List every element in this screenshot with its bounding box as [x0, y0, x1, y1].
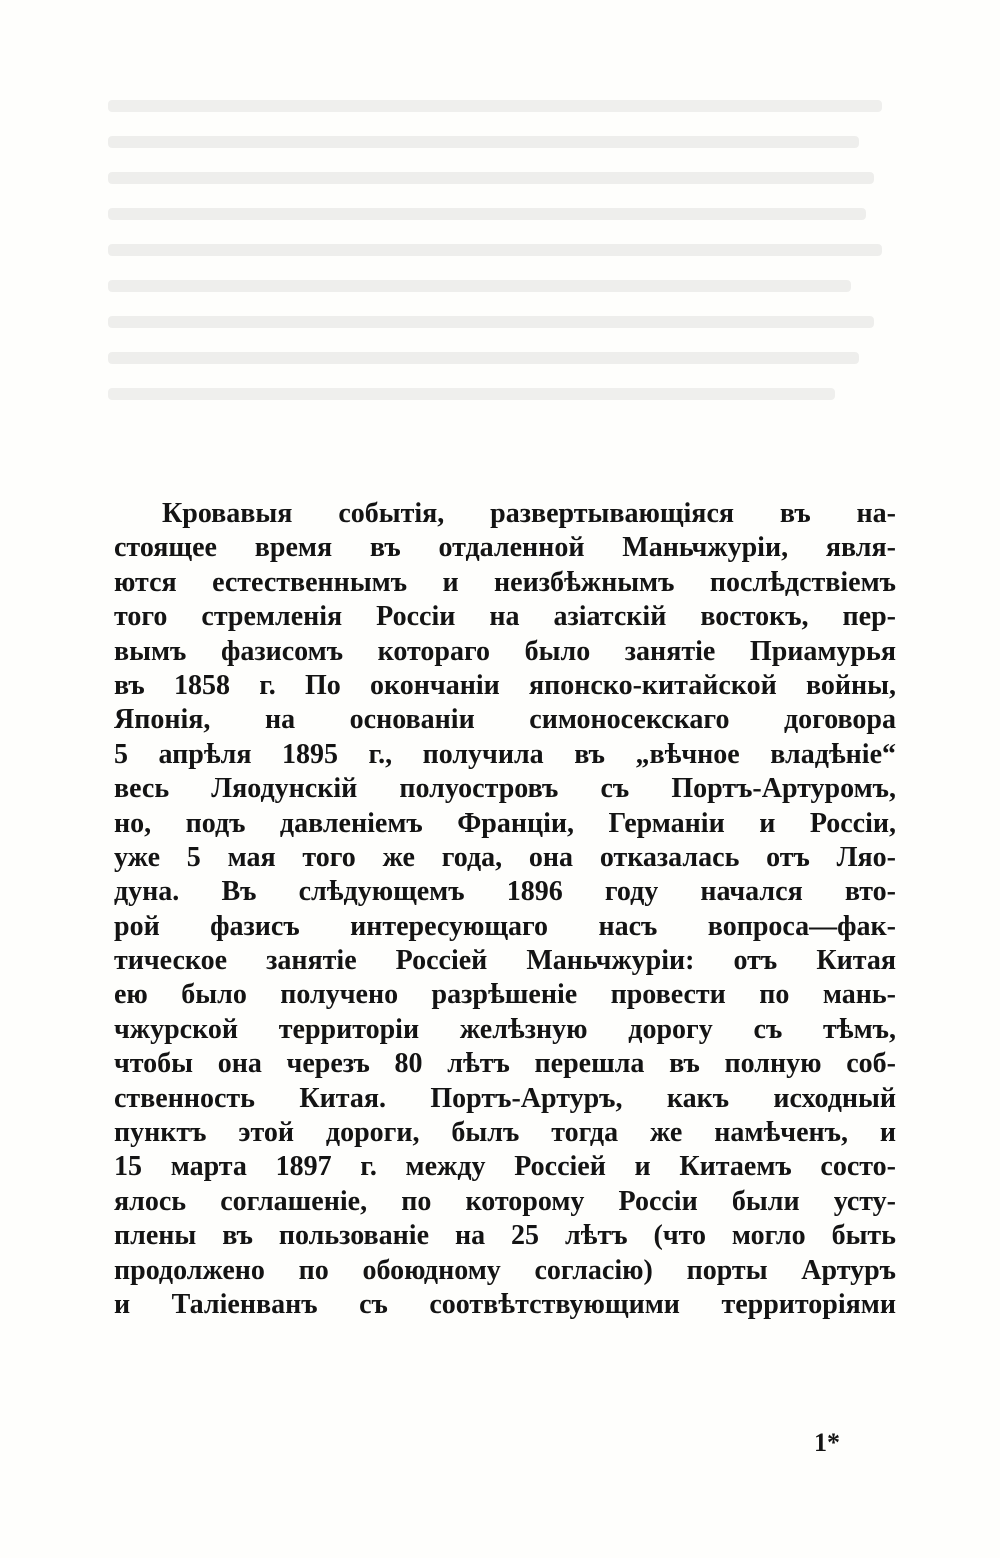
text-line: стоящее время въ отдаленной Маньчжуріи, явля-	[114, 532, 896, 564]
text-line: Кровавыя событія, развертывающіяся въ на-	[162, 498, 896, 529]
text-line: уже 5 мая того же года, она отказалась отъ Ляо-	[114, 841, 896, 873]
text-line: плены въ пользованіе на 25 лѣтъ (что могло быть	[114, 1220, 896, 1252]
text-line: пунктъ этой дороги, былъ тогда же намѣченъ, и	[114, 1117, 896, 1149]
text-line: 5 апрѣля 1895 г., получила въ „вѣчное владѣніе“	[114, 738, 896, 770]
text-line: чжурской территоріи желѣзную дорогу съ тѣмъ,	[114, 1013, 896, 1045]
text-line: вымъ фазисомъ котораго было занятіе Приамурья	[114, 635, 896, 667]
text-line: дуна. Въ слѣдующемъ 1896 году начался вто-	[114, 876, 896, 908]
text-line: и Таліенванъ съ соотвѣтствующими территоріями	[114, 1288, 896, 1320]
page-number: 1*	[814, 1428, 840, 1457]
text-line: ею было получено разрѣшеніе провести по мань-	[114, 979, 896, 1011]
text-line: въ 1858 г. По окончаніи японско-китайской войны,	[114, 669, 896, 701]
text-line: чтобы она черезъ 80 лѣтъ перешла въ полную соб-	[114, 1048, 896, 1080]
text-line: ялось соглашеніе, по которому Россіи были усту-	[114, 1185, 896, 1217]
text-line: ственность Китая. Портъ-Артуръ, какъ исходный	[114, 1082, 896, 1114]
body-paragraph	[114, 497, 896, 1322]
text-line: ются естественнымъ и неизбѣжнымъ послѣдствіемъ	[114, 566, 896, 598]
text-line: того стремленія Россіи на азіатскій востокъ, пер-	[114, 601, 896, 633]
text-line: продолжено по обоюдному согласію) порты Артуръ	[114, 1254, 896, 1286]
text-line: тическое занятіе Россіей Маньчжуріи: отъ Китая	[114, 945, 896, 977]
text-line: но, подъ давленіемъ Франціи, Германіи и Россіи,	[114, 807, 896, 839]
reverse-side-show-through	[108, 100, 898, 500]
text-line: весь Ляодунскій полуостровъ съ Портъ-Артуромъ,	[114, 773, 896, 805]
text-line: 15 марта 1897 г. между Россіей и Китаемъ состо-	[114, 1151, 896, 1183]
text-line: Японія, на основаніи симоносекскаго договора	[114, 704, 896, 736]
text-line: рой фазисъ интересующаго насъ вопроса—фак-	[114, 910, 896, 942]
